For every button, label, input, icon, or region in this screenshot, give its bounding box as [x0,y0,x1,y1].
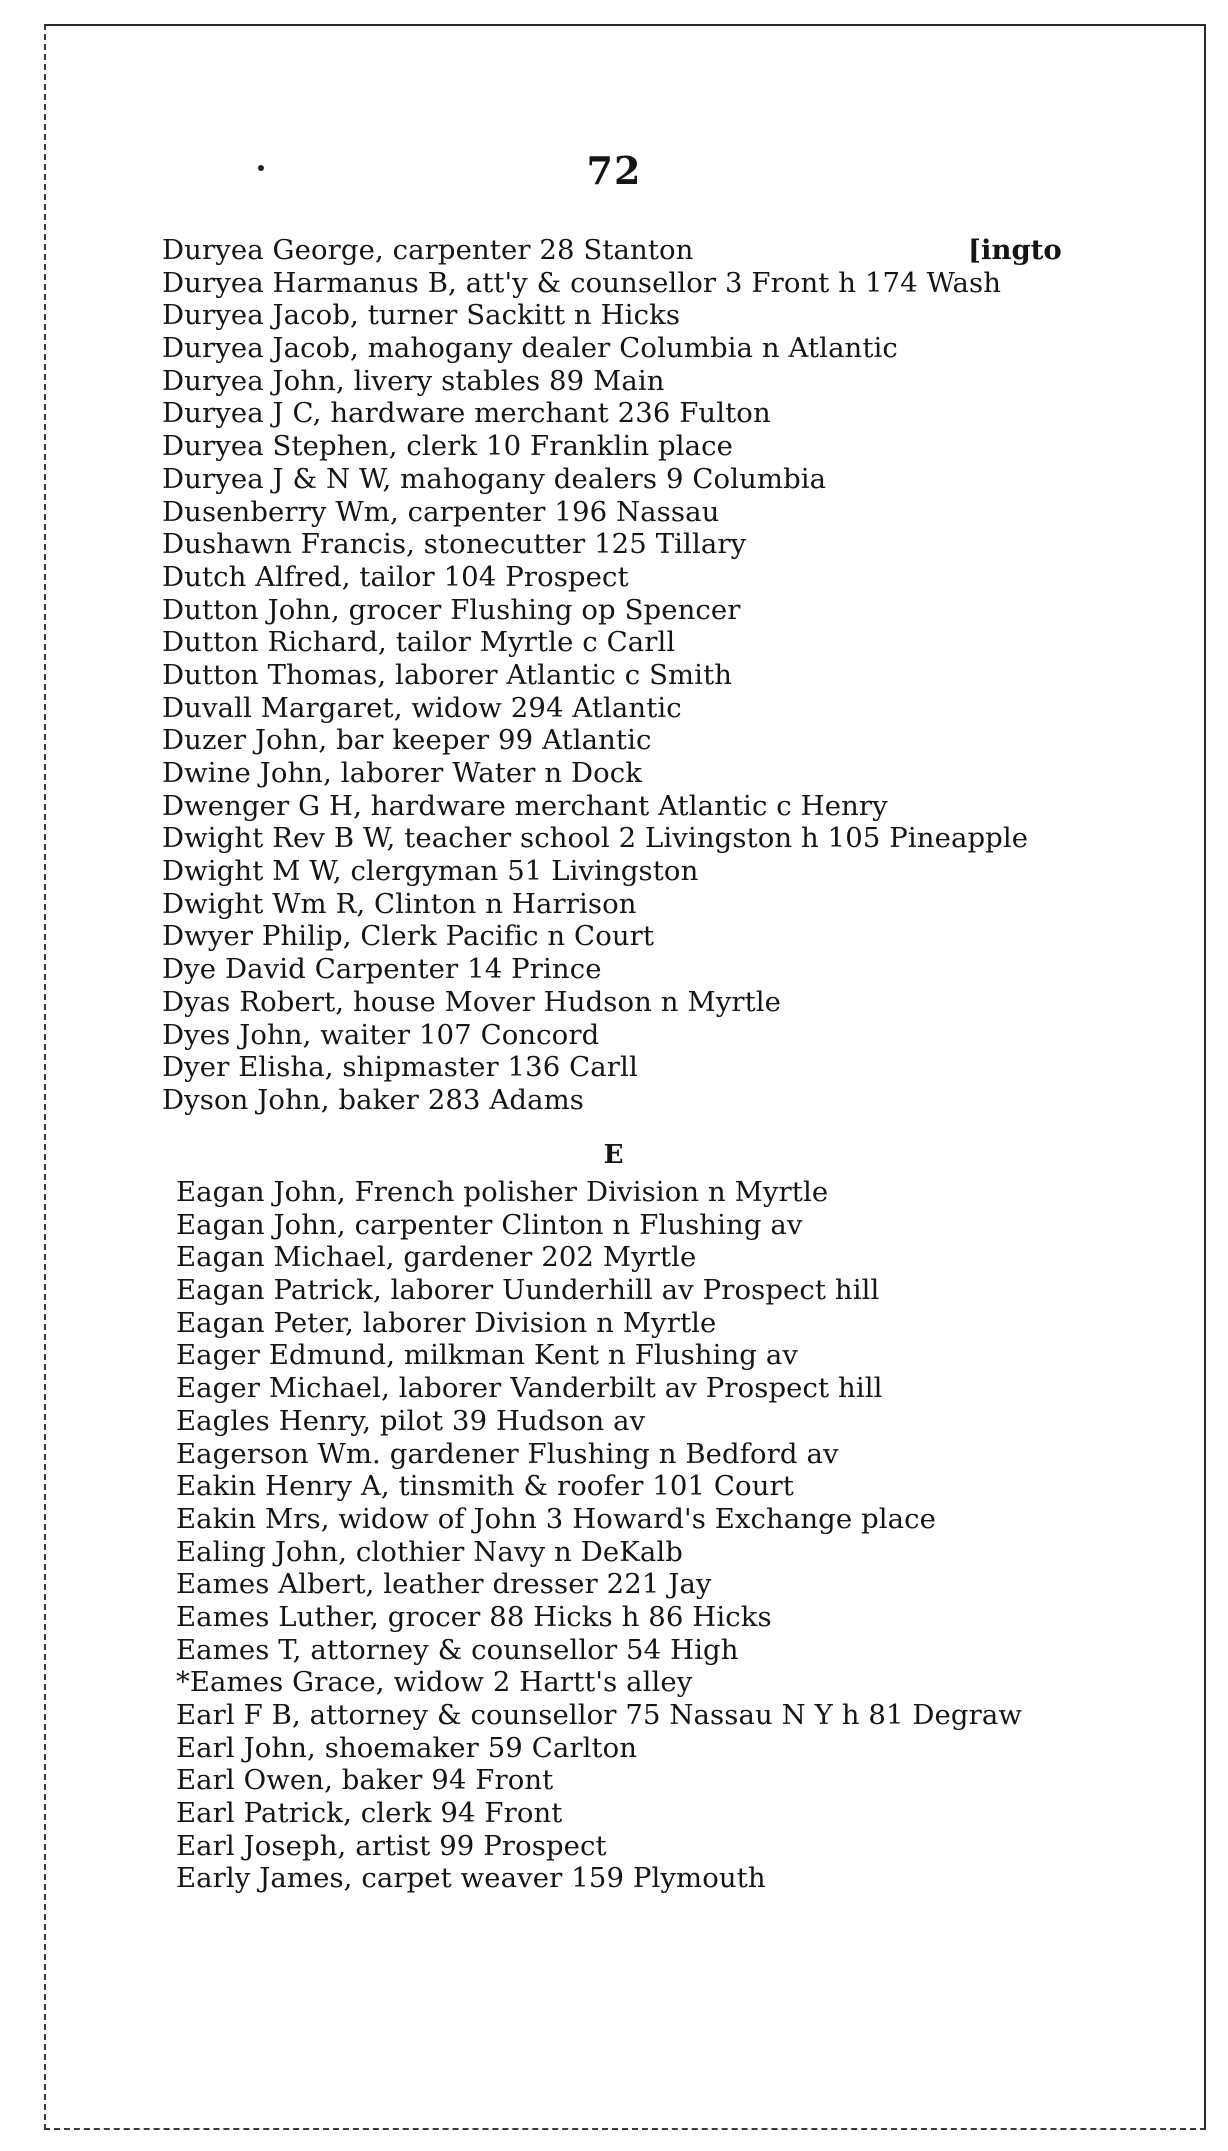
directory-entry: Dwyer Philip, Clerk Pacific n Court [162,920,655,953]
section-letter-header: E [603,1140,625,1170]
directory-entry: Eames Albert, leather dresser 221 Jay [176,1568,712,1601]
directory-entry: Eagan Michael, gardener 202 Myrtle [176,1241,697,1274]
directory-entry: Duryea J & N W, mahogany dealers 9 Columbia [162,462,827,495]
directory-entry: Eagan Peter, laborer Division n Myrtle [176,1306,717,1339]
directory-section-e [176,1176,1022,1895]
directory-entry: *Eames Grace, widow 2 Hartt's alley [176,1666,693,1699]
directory-entry: Earl Patrick, clerk 94 Front [176,1797,563,1830]
directory-entry: Duryea Stephen, clerk 10 Franklin place [162,430,733,463]
directory-entry: Eager Michael, laborer Vanderbilt av Prospect hill [176,1372,883,1405]
page-number: 72 [586,148,642,193]
directory-entry: Dyes John, waiter 107 Concord [162,1018,600,1051]
directory-entry: Duryea John, livery stables 89 Main [162,364,665,397]
directory-entry: Dutton Thomas, laborer Atlantic c Smith [162,658,733,691]
directory-entry: Dyson John, baker 283 Adams [162,1083,584,1116]
directory-entry: Eakin Mrs, widow of John 3 Howard's Exchange place [176,1502,937,1535]
directory-entry: Eames T, attorney & counsellor 54 High [176,1633,739,1666]
directory-entry: Eagan Patrick, laborer Uunderhill av Prospect hill [176,1274,880,1307]
directory-entry: Early James, carpet weaver 159 Plymouth [176,1862,766,1895]
directory-entry: Duvall Margaret, widow 294 Atlantic [162,691,682,724]
directory-entry: Eakin Henry A, tinsmith & roofer 101 Court [176,1470,794,1503]
directory-entry: Dyas Robert, house Mover Hudson n Myrtle [162,985,782,1018]
directory-entry: Dwine John, laborer Water n Dock [162,757,643,789]
directory-entry: Dwight Wm R, Clinton n Harrison [162,887,637,920]
directory-entry: Eagerson Wm. gardener Flushing n Bedford av [176,1437,839,1470]
directory-entry: Earl Joseph, artist 99 Prospect [176,1829,607,1862]
directory-entry: Dwight M W, clergyman 51 Livingston [162,855,699,888]
directory-entry: Dyer Elisha, shipmaster 136 Carll [162,1051,638,1084]
directory-entry: Ealing John, clothier Navy n DeKalb [176,1535,683,1568]
directory-entry: Duryea George, carpenter 28 Stanton [162,234,694,266]
line-continuation-fragment: [ingto [968,234,1062,266]
directory-entry: Duzer John, bar keeper 99 Atlantic [162,724,652,757]
directory-entry: Dye David Carpenter 14 Prince [162,953,602,986]
directory-entry: Dutton Richard, tailor Myrtle c Carll [162,626,676,659]
directory-entry: Earl John, shoemaker 59 Carlton [176,1731,638,1764]
directory-entry: Earl Owen, baker 94 Front [176,1764,554,1797]
directory-entry: Dushawn Francis, stonecutter 125 Tillary [162,528,747,561]
directory-entry: Dutton John, grocer Flushing op Spencer [162,593,741,626]
directory-entry: Eagan John, French polisher Division n Myrtle [176,1176,829,1208]
directory-entry: Eames Luther, grocer 88 Hicks h 86 Hicks [176,1600,772,1633]
directory-entry: Dusenberry Wm, carpenter 196 Nassau [162,495,720,528]
directory-entry: Duryea Jacob, turner Sackitt n Hicks [162,299,681,332]
directory-section-d [162,234,1028,1117]
directory-entry: Eagles Henry, pilot 39 Hudson av [176,1404,646,1437]
directory-entry: Earl F B, attorney & counsellor 75 Nassau N Y h 81 Degraw [176,1699,1023,1731]
directory-entry: Eager Edmund, milkman Kent n Flushing av [176,1339,798,1372]
directory-entry: Duryea Harmanus B, att'y & counsellor 3 Front h 174 Wash [162,266,1002,299]
directory-entry: Dwight Rev B W, teacher school 2 Livingston h 105 Pineapple [162,822,1029,855]
directory-entry: Duryea Jacob, mahogany dealer Columbia n Atlantic [162,332,898,365]
directory-entry: Eagan John, carpenter Clinton n Flushing av [176,1208,803,1241]
directory-entry: Dwenger G H, hardware merchant Atlantic c Henry [162,789,888,822]
directory-entry: Dutch Alfred, tailor 104 Prospect [162,560,629,593]
directory-entry: Duryea J C, hardware merchant 236 Fulton [162,397,771,430]
